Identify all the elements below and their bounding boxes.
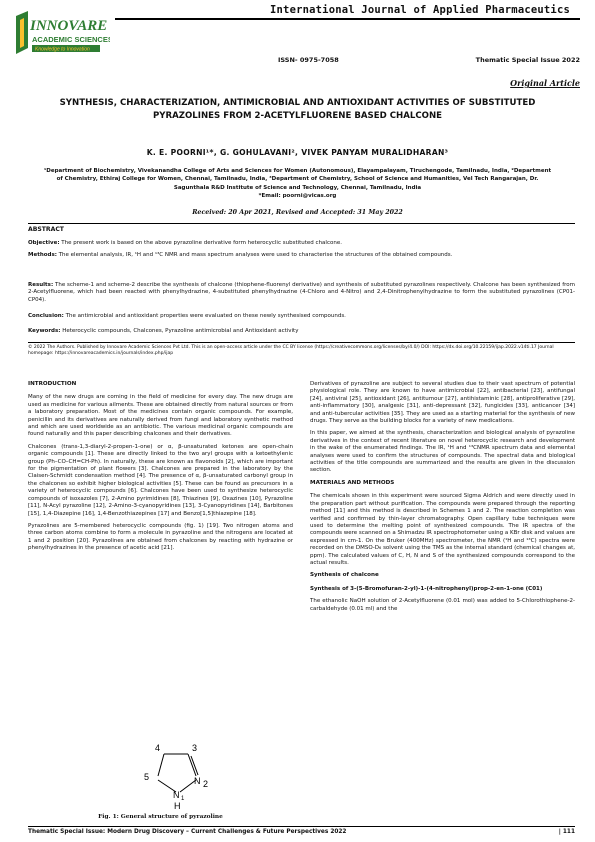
atom-label-n1: N: [173, 790, 180, 800]
abstract-keywords: [28, 328, 575, 335]
abstract-methods: [28, 252, 575, 259]
atom-label-1: 1: [181, 796, 185, 802]
materials-methods-heading: MATERIALS AND METHODS: [310, 479, 395, 486]
right-paragraph-1: Derivatives of pyrazoline are subject to several studies due to their vast spectrum of potential physiological role. They are known to have antimicrobial [22], antibacterial [23], antifungal [24], antiviral [25], antioxidant [26], antitumour [27], antihistaminic [28], antiproliferative [29], anti-inflammatory [30], analgesic [31], anti-depressant [32], fungicides [33], anticancer [34] and anti-tubercular activities [35]. They are used as a starting material for the synthesis of new drugs. They serve as the building blocks for a variety of new medications.: [310, 381, 575, 425]
keywords-text: Heterocyclic compounds, Chalcones, Pyrazoline antimicrobial and Antioxidant activity: [60, 328, 299, 334]
conclusion-label: Conclusion:: [28, 313, 64, 319]
atom-label-2: 2: [203, 779, 209, 789]
intro-paragraph-1: Many of the new drugs are coming in the field of medicine for every day. The new drugs are used as medicine for various ailments. These are obtained directly from natural sources or from a laboratory preparation. Most of the medicines contain organic compounds. For example, penicillin and its derivatives are naturally derived from fungi and laboratory synthetic method and which are used worldwide as an antibiotic. The various medicinal organic compounds are found naturally and this paper describing chalcones and their derivatives.: [28, 394, 293, 438]
left-column: [28, 381, 293, 558]
publisher-logo: [10, 8, 110, 70]
objective-text: The present work is based on the above pyrazoline derivative form heterocyclic substituted chalcone.: [59, 240, 342, 246]
objective-label: Objective:: [28, 240, 60, 246]
conclusion-text: The antimicrobial and antioxidant properties were evaluated on these newly synthesised compounds.: [63, 313, 346, 319]
right-paragraph-2: In this paper, we aimed at the synthesis, characterization and biological analysis of pyrazoline derivatives in the context of recent literature on novel heterocyclic research and development in the wake of the enumerated findings. The IR, ¹H and ¹³CNMR spectrum data and elemental analyses were used to confirm the structures of compounds. The spectral data and biological activities of the title compounds are summarized and the results are given in the discussion section.: [310, 430, 575, 474]
page-number: | 111: [558, 829, 575, 835]
methods-paragraph: The chemicals shown in this experiment were sourced Sigma Aldrich and were directly used in the preparation part without purification. The compounds were prepared through the reporting method [11] and this method is described in Schemes 1 and 2. The reaction completion was verified and confirmed by thin-layer chromatography. Open capillary tube techniques were used to determine the melting point of synthesized compounds. The IR spectra of the compounds were scanned on a Shimadzu IR spectrophotometer using a KBr disk and values are expressed in cm-1. On the Bruker (400MHz) spectrometer, the NMR (¹H and ¹³C) spectra were recorded on the DMSO-D₆ solvent using the TMS as the internal standard (chemical changes at, ppm). The calculated values of C, H, N and S of the synthesized compounds correspond to the actual results.: [310, 493, 575, 566]
synthesis-paragraph: The ethanolic NaOH solution of 2-Acetylfluorene (0.01 mol) was added to 5-Chlorothiophene-2-carbaldehyde (0.01 ml) and the: [310, 598, 575, 612]
header-rule: [115, 18, 580, 20]
issn: ISSN- 0975-7058: [278, 56, 339, 64]
abstract-objective: [28, 240, 575, 247]
methods-text: The elemental analysis, IR, ¹H and ¹³C NMR and mass spectrum analyses were used to characterise the structures of the obtained compounds.: [56, 252, 453, 258]
figure-1-caption: Fig. 1: General structure of pyrazoline: [98, 814, 223, 820]
atom-label-n2: N: [194, 776, 201, 786]
intro-paragraph-3: Pyrazolines are 5-membered heterocyclic compounds (fig. 1) [19]. Two nitrogen atoms and three carbon atoms combine to form a molecule in pyrazoline and the nitrogens are located at 1 and 2 position [20]. Pyrazolines are obtained from chalcones by reacting with hydrazine or phenylhydrazines in the presence of acetic acid [21].: [28, 522, 293, 552]
abstract-results: [28, 282, 575, 304]
intro-paragraph-2: Chalcones (trans-1,3-diaryl-2-propen-1-one) or α, β-unsaturated ketones are open-chain organic compounds [1]. These are directly linked to the two aryl groups with a ketoethylenic group (Ph–CO–CH=CH-Ph). In naturally, these are known as flavonoids [2], which are important for the pigmentation of plant flowers [3]. Chalcones are prepared in the laboratory by the Claisen-Schmidt condensation method [4]. The presence of α, β-unsaturated carbonyl group in the chalcones so exhibit higher biological activities [5]. These can be found as precursors in a variety of heterocyclic compounds [6]. Chalcones have been used to synthesize heterocyclic compounds of isoxazoles [7], 2-Amino pyrimidines [8], Thiazines [9], Oxazines [10], Pyrazoline [11], N-Acyl pyrazoline [12], 2-Amino-3-cyanopyridines [13], 3-Cyanopyridines [14], Barbitones [15], 1,4-Diazepine [16], 1,4-Benzothiazepines [17] and Benzo[1,5]thiazepine [18].: [28, 443, 293, 517]
right-column: [310, 381, 575, 618]
article-type: Original Article: [510, 78, 580, 88]
atom-label-h: H: [174, 801, 181, 811]
received-dates: Received: 20 Apr 2021, Revised and Accepted: 31 May 2022: [192, 209, 403, 216]
introduction-heading: INTRODUCTION: [28, 381, 77, 387]
results-text: The scheme-1 and scheme-2 describe the synthesis of chalcone (thiophene-fluorenyl derivative) and synthesis of substituted pyrazolines respectively. Chalcone has been synthesized from 2-Acetylfluorene, which had been reacted with phenylhydrazine, 4-substituted phenylhydrazine (4-Chloro and 4-Nitro) and 2,4-Dinitrophenylhydrazine to form the substituted pyrazolines (CP01-CP04).: [28, 282, 575, 303]
affiliation-text: ¹Department of Biochemistry, Vivekanandha College of Arts and Sciences for Women (Autonomous), Elayampalayam, Tiruchengode, Tamilnadu, India, ²Department of Chemistry, Ethiraj College for Women, Chennai, Tamilnadu, India, ³Department of Chemistry, School of Science and Humanities, Vel Tech Rangarajan, Dr. Sagunthala R&D Institute of Science and Technology, Chennai, Tamilnadu, India: [43, 168, 552, 191]
footer-issue-title: Thematic Special Issue: Modern Drug Discovery – Current Challenges & Future Perspectives 2022: [28, 829, 347, 835]
logo-sub-text: ACADEMIC SCIENCES: [32, 35, 110, 44]
journal-title: International Journal of Applied Pharmaceutics: [270, 4, 570, 16]
keywords-label: Keywords:: [28, 328, 61, 334]
logo-main-text: INNOVARE: [30, 18, 108, 34]
atom-label-5: 5: [144, 772, 150, 782]
logo-tagline: Knowledge to Innovation: [35, 46, 90, 53]
abstract-heading: ABSTRACT: [28, 226, 64, 233]
abstract-conclusion: [28, 313, 575, 320]
pyrazoline-structure-figure: [140, 742, 220, 812]
authors: K. E. POORNI¹*, G. GOHULAVANI², VIVEK PANYAM MURALIDHARAN³: [146, 148, 449, 157]
methods-label: Methods:: [28, 252, 57, 258]
results-label: Results:: [28, 282, 54, 288]
affiliations: [40, 167, 555, 200]
atom-label-3: 3: [192, 743, 198, 753]
corresponding-email[interactable]: *Email: poorni@vicas.org: [258, 192, 337, 199]
atom-label-4: 4: [155, 743, 161, 753]
synthesis-heading: Synthesis of chalcone: [310, 572, 379, 579]
copyright-notice: © 2022 The Authors. Published by Innovare Academic Sciences Pvt Ltd. This is an open-access article under the CC BY license (https://creativecommons.org/licenses/by/4.0/) DOI: https://dx.doi.org/10.22159/ijap.2022.v14ti.17 Journal homepage: https://innovareacademics.in/journals/index.php/ijap: [28, 345, 554, 357]
synthesis-subheading: Synthesis of 3-(5-Bromofuran-2-yl)-1-(4-nitrophenyl)prop-2-en-1-one (C01): [310, 585, 543, 592]
article-title: SYNTHESIS, CHARACTERIZATION, ANTIMICROBIAL AND ANTIOXIDANT ACTIVITIES OF SUBSTITUTED PYRAZOLINES FROM 2-ACETYLFLUORENE BASED CHALCONE: [59, 98, 536, 121]
special-issue: Thematic Special Issue 2022: [475, 56, 580, 64]
footer-rule: [28, 826, 575, 827]
